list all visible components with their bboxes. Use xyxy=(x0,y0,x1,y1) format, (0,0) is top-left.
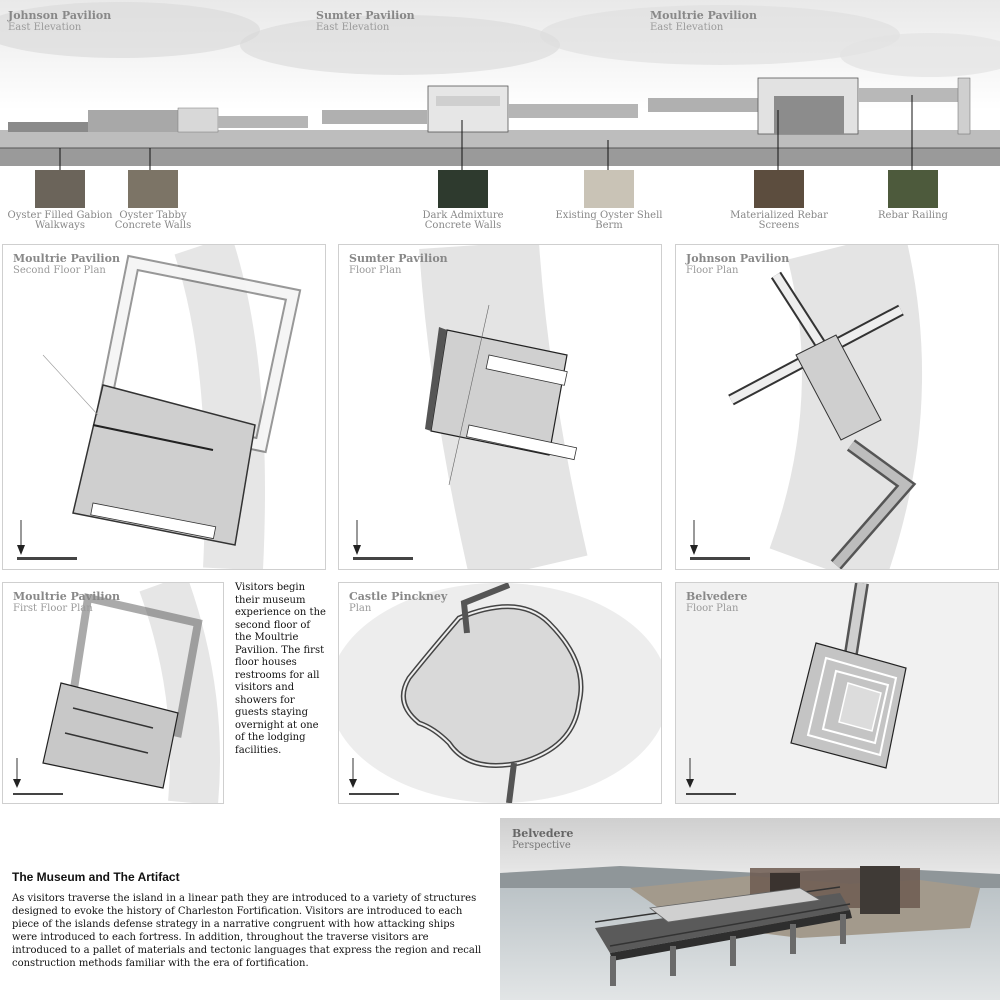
elevation-title-sumter xyxy=(316,10,415,33)
elevation-title-johnson xyxy=(8,10,111,33)
elevation-strip xyxy=(0,0,1000,240)
moultrie-first-floor-plan xyxy=(3,583,223,803)
plan-subtitle: Floor Plan xyxy=(349,265,402,276)
plan-subtitle: Floor Plan xyxy=(686,603,739,614)
plan-title xyxy=(686,253,789,276)
elevation-title: Johnson Pavilion xyxy=(8,9,112,22)
johnson-floor-plan xyxy=(676,245,998,569)
plan-title xyxy=(13,591,120,614)
plan-title xyxy=(512,828,573,851)
panel-castle-pinckney xyxy=(338,582,662,804)
museum-heading: The Museum and The Artifact xyxy=(12,870,180,884)
perspective-subtitle: Perspective xyxy=(512,840,571,851)
castle-pinckney-plan xyxy=(339,583,661,803)
material-label: Dark Admixture Concrete Walls xyxy=(422,210,504,231)
material-label: Materialized Rebar Screens xyxy=(730,210,828,231)
elevation-title-moultrie xyxy=(650,10,757,33)
plan-title xyxy=(13,253,120,276)
material-swatch-rebar-railing xyxy=(888,170,938,208)
plan-title-text: Castle Pinckney xyxy=(349,590,448,603)
sumter-floor-plan xyxy=(339,245,661,569)
belvedere-floor-plan xyxy=(676,583,998,803)
elevation-subtitle: East Elevation xyxy=(8,22,82,33)
panel-belvedere-perspective xyxy=(500,818,1000,1000)
plan-subtitle: Plan xyxy=(349,603,372,614)
plan-subtitle: Floor Plan xyxy=(686,265,739,276)
elevation-title: Sumter Pavilion xyxy=(316,9,415,22)
museum-body: As visitors traverse the island in a linear path they are introduced to a variety of structures designed to evoke the history of Charleston Fortification. Visitors are introduced to each piece of the islands defense strategy in a narrative congruent with how attacking ships were introduced to each fortress. In addition, throughout the traverse visitors are introduced to a pallet of materials and tectonic languages that express the region and recall construction methods familiar with the era of fortification. xyxy=(12,893,482,969)
panel-moultrie-first-floor xyxy=(2,582,224,804)
plan-title xyxy=(349,591,447,614)
elevation-subtitle: East Elevation xyxy=(316,22,390,33)
plan-title-text: Sumter Pavilion xyxy=(349,252,448,265)
material-swatch-tabby xyxy=(128,170,178,208)
plan-title-text: Belvedere xyxy=(686,590,748,603)
panel-sumter-floor xyxy=(338,244,662,570)
plan-subtitle: Second Floor Plan xyxy=(13,265,106,276)
panel-moultrie-second-floor xyxy=(2,244,326,570)
material-swatch-dark-concrete xyxy=(438,170,488,208)
elevation-title: Moultrie Pavilion xyxy=(650,9,757,22)
material-swatch-oyster-berm xyxy=(584,170,634,208)
moultrie-second-floor-plan xyxy=(3,245,325,569)
plan-title-text: Moultrie Pavilion xyxy=(13,590,120,603)
material-label: Oyster Filled Gabion Walkways xyxy=(7,210,113,231)
material-label: Existing Oyster Shell Berm xyxy=(555,210,663,231)
visitors-description: Visitors begin their museum experience on the second floor of the Moultrie Pavilion. The first floor houses restrooms for all visitors and showers for guests staying overnight at one of the lodging facilities. xyxy=(235,582,326,756)
panel-johnson-floor xyxy=(675,244,999,570)
plan-title xyxy=(686,591,747,614)
plan-title-text: Johnson Pavilion xyxy=(686,252,790,265)
plan-title-text: Moultrie Pavilion xyxy=(13,252,120,265)
elevation-subtitle: East Elevation xyxy=(650,22,724,33)
plan-title xyxy=(349,253,448,276)
perspective-title: Belvedere xyxy=(512,827,574,840)
belvedere-perspective-render xyxy=(500,818,1000,1000)
material-label: Rebar Railing xyxy=(878,210,948,221)
material-swatch-rebar-screens xyxy=(754,170,804,208)
material-label: Oyster Tabby Concrete Walls xyxy=(114,210,192,231)
material-swatch-gabion xyxy=(35,170,85,208)
panel-belvedere-floor xyxy=(675,582,999,804)
plan-subtitle: First Floor Plan xyxy=(13,603,93,614)
